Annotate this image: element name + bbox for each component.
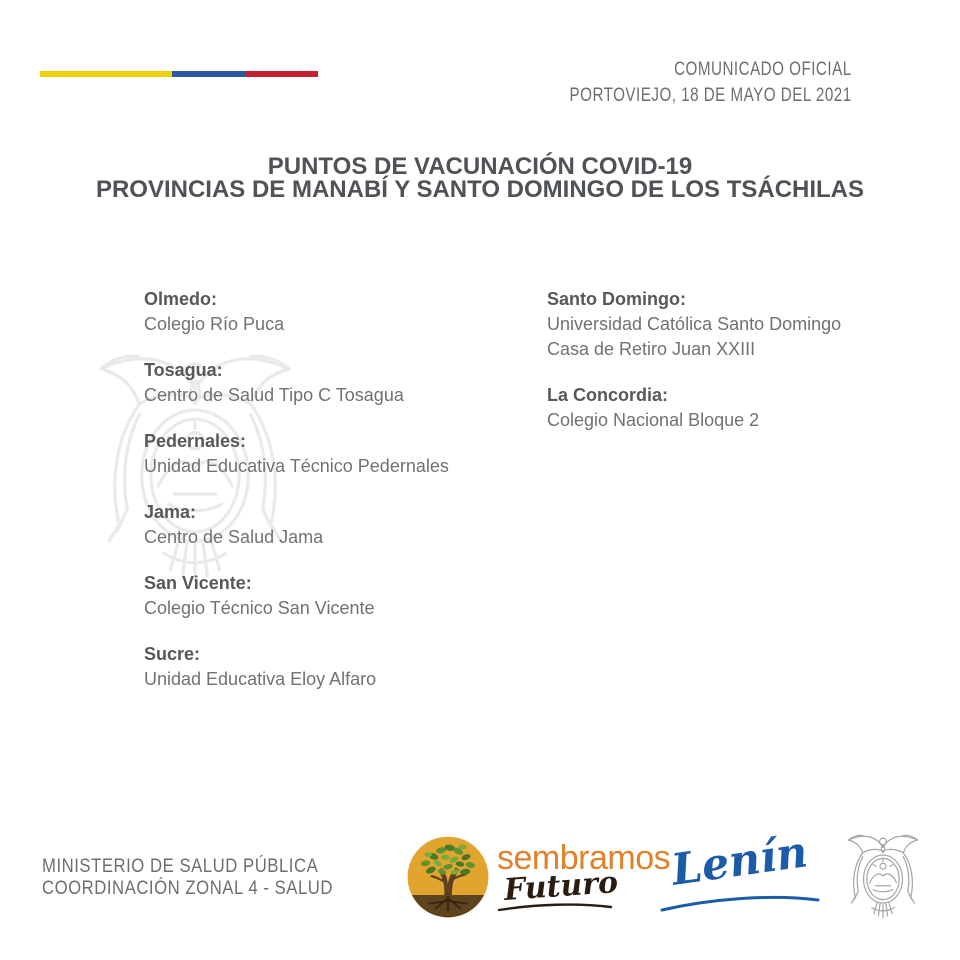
sembramos-brand-word: sembramos bbox=[497, 839, 671, 877]
location-city: Jama: bbox=[144, 502, 197, 522]
communique-header bbox=[570, 57, 852, 109]
location-city: Sucre: bbox=[144, 644, 201, 664]
location-venue: Colegio Río Puca bbox=[144, 314, 285, 334]
location-city: Tosagua: bbox=[144, 360, 223, 380]
lenin-signature-swoosh bbox=[660, 890, 820, 914]
location-venue: Centro de Salud Tipo C Tosagua bbox=[144, 385, 404, 405]
coat-of-arms-icon bbox=[838, 828, 928, 927]
location-block bbox=[144, 642, 564, 692]
title-line-1: PUNTOS DE VACUNACIÓN COVID-19 bbox=[267, 153, 693, 180]
ministry-footer bbox=[42, 856, 333, 900]
title-line-2: PROVINCIAS DE MANABÍ Y SANTO DOMINGO DE LOS TSÁCHILAS bbox=[95, 176, 865, 203]
location-venue: Unidad Educativa Eloy Alfaro bbox=[144, 669, 377, 689]
communique-label: COMUNICADO OFICIAL bbox=[674, 59, 852, 80]
location-block bbox=[547, 383, 960, 433]
lenin-signature: Lenín bbox=[668, 827, 811, 896]
location-city: San Vicente: bbox=[144, 573, 252, 593]
futuro-underline bbox=[497, 901, 615, 913]
location-venue: Centro de Salud Jama bbox=[144, 527, 324, 547]
location-venue: Colegio Nacional Bloque 2 bbox=[547, 410, 760, 430]
flag-yellow-segment bbox=[40, 71, 172, 77]
location-block bbox=[144, 358, 564, 408]
flag-blue-segment bbox=[172, 71, 245, 77]
locations-column-right bbox=[547, 287, 960, 454]
location-venue: Universidad Católica Santo Domingo bbox=[547, 314, 842, 334]
location-city: La Concordia: bbox=[547, 385, 669, 405]
location-block bbox=[547, 287, 960, 362]
locations-column-left bbox=[144, 287, 564, 713]
location-city: Pedernales: bbox=[144, 431, 247, 451]
location-block bbox=[144, 500, 564, 550]
location-venue: Unidad Educativa Técnico Pedernales bbox=[144, 456, 449, 476]
sembramos-tree-icon bbox=[405, 833, 491, 921]
communique-date: PORTOVIEJO, 18 DE MAYO DEL 2021 bbox=[569, 85, 852, 106]
location-city: Santo Domingo: bbox=[547, 289, 686, 309]
ministry-line-2: COORDINACIÓN ZONAL 4 - SALUD bbox=[42, 878, 334, 899]
ecuador-flag-bar bbox=[40, 71, 318, 77]
location-venue: Colegio Técnico San Vicente bbox=[144, 598, 375, 618]
location-city: Olmedo: bbox=[144, 289, 218, 309]
flag-red-segment bbox=[245, 71, 318, 77]
location-block bbox=[144, 571, 564, 621]
location-block bbox=[144, 429, 564, 479]
ministry-line-1: MINISTERIO DE SALUD PÚBLICA bbox=[42, 856, 319, 877]
location-block bbox=[144, 287, 564, 337]
futuro-brand-script: Futuro bbox=[502, 865, 620, 908]
location-venue: Casa de Retiro Juan XXIII bbox=[547, 339, 756, 359]
page-title bbox=[0, 155, 960, 201]
